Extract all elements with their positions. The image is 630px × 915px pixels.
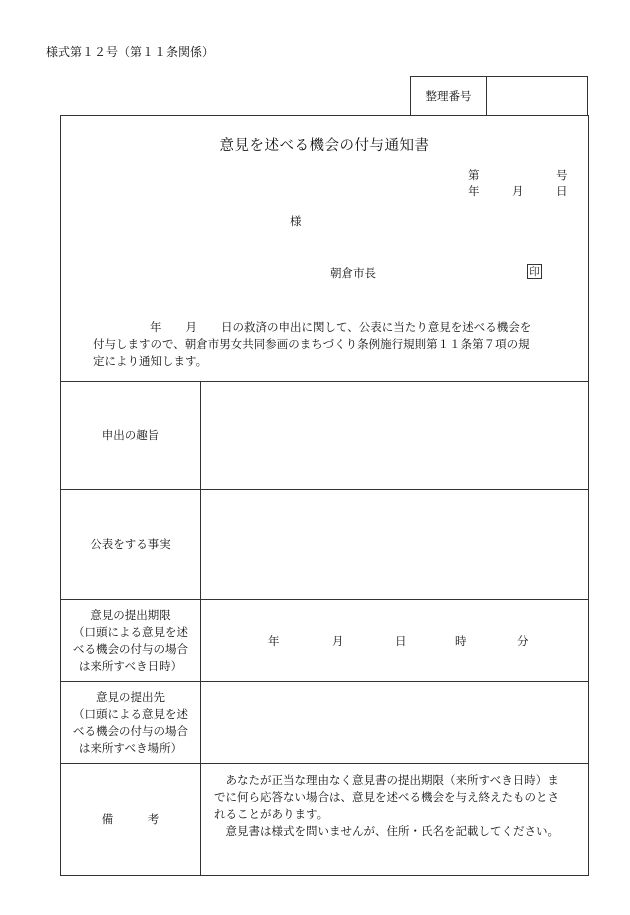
- gist-label: 申出の趣旨: [101, 428, 160, 442]
- reference-number-field[interactable]: [487, 77, 587, 115]
- facts-label: 公表をする事実: [90, 537, 171, 551]
- deadline-minute-unit: 分: [517, 634, 529, 648]
- deadline-label: 意見の提出期限 （口頭による意見を述 べる機会の付与の場合 は来所すべき日時）: [73, 607, 188, 673]
- reference-number-label: 整理番号: [411, 77, 487, 115]
- body-year: 年: [150, 320, 162, 334]
- date-year: 年: [468, 184, 480, 198]
- destination-label: 意見の提出先 （口頭による意見を述 べる機会の付与の場合 は来所すべき場所）: [73, 689, 188, 755]
- date-month: 月: [512, 184, 524, 198]
- body-line2: 付与しますので、朝倉市男女共同参画のまちづくり条例施行規則第１１条第７項の規: [93, 337, 530, 351]
- remarks-text: あなたが正当な理由なく意見書の提出期限（来所すべき日時）ま でに何ら応答ない場合は、意見を述べる機会を与え終えたものとさ れることがあります。 意見書は様式を問いませんが、住所・氏名を記載してください。: [214, 773, 559, 838]
- date-day: 日: [556, 184, 568, 198]
- reference-number-box: [410, 76, 588, 115]
- remarks-label: 備 考: [101, 812, 160, 826]
- body-line1: 日の救済の申出に関して、公表に当たり意見を述べる機会を: [221, 320, 532, 334]
- sender-name: 朝倉市長: [330, 266, 376, 280]
- doc-number-prefix: 第: [468, 168, 480, 182]
- facts-field[interactable]: [201, 490, 588, 599]
- deadline-month-unit: 月: [332, 634, 344, 648]
- destination-field[interactable]: [201, 682, 588, 763]
- gist-field[interactable]: [201, 382, 588, 489]
- deadline-day-unit: 日: [395, 634, 407, 648]
- body-month: 月: [185, 320, 197, 334]
- deadline-hour-unit: 時: [455, 634, 467, 648]
- seal-icon: 印: [527, 264, 542, 279]
- notice-body: [93, 319, 573, 370]
- doc-number-suffix: 号: [556, 168, 568, 182]
- deadline-year-unit: 年: [268, 634, 280, 648]
- body-line3: 定により通知します。: [93, 354, 208, 368]
- form-number: 様式第１２号（第１１条関係）: [46, 45, 215, 59]
- document-title: 意見を述べる機会の付与通知書: [219, 138, 430, 154]
- addressee-suffix: 様: [290, 214, 302, 228]
